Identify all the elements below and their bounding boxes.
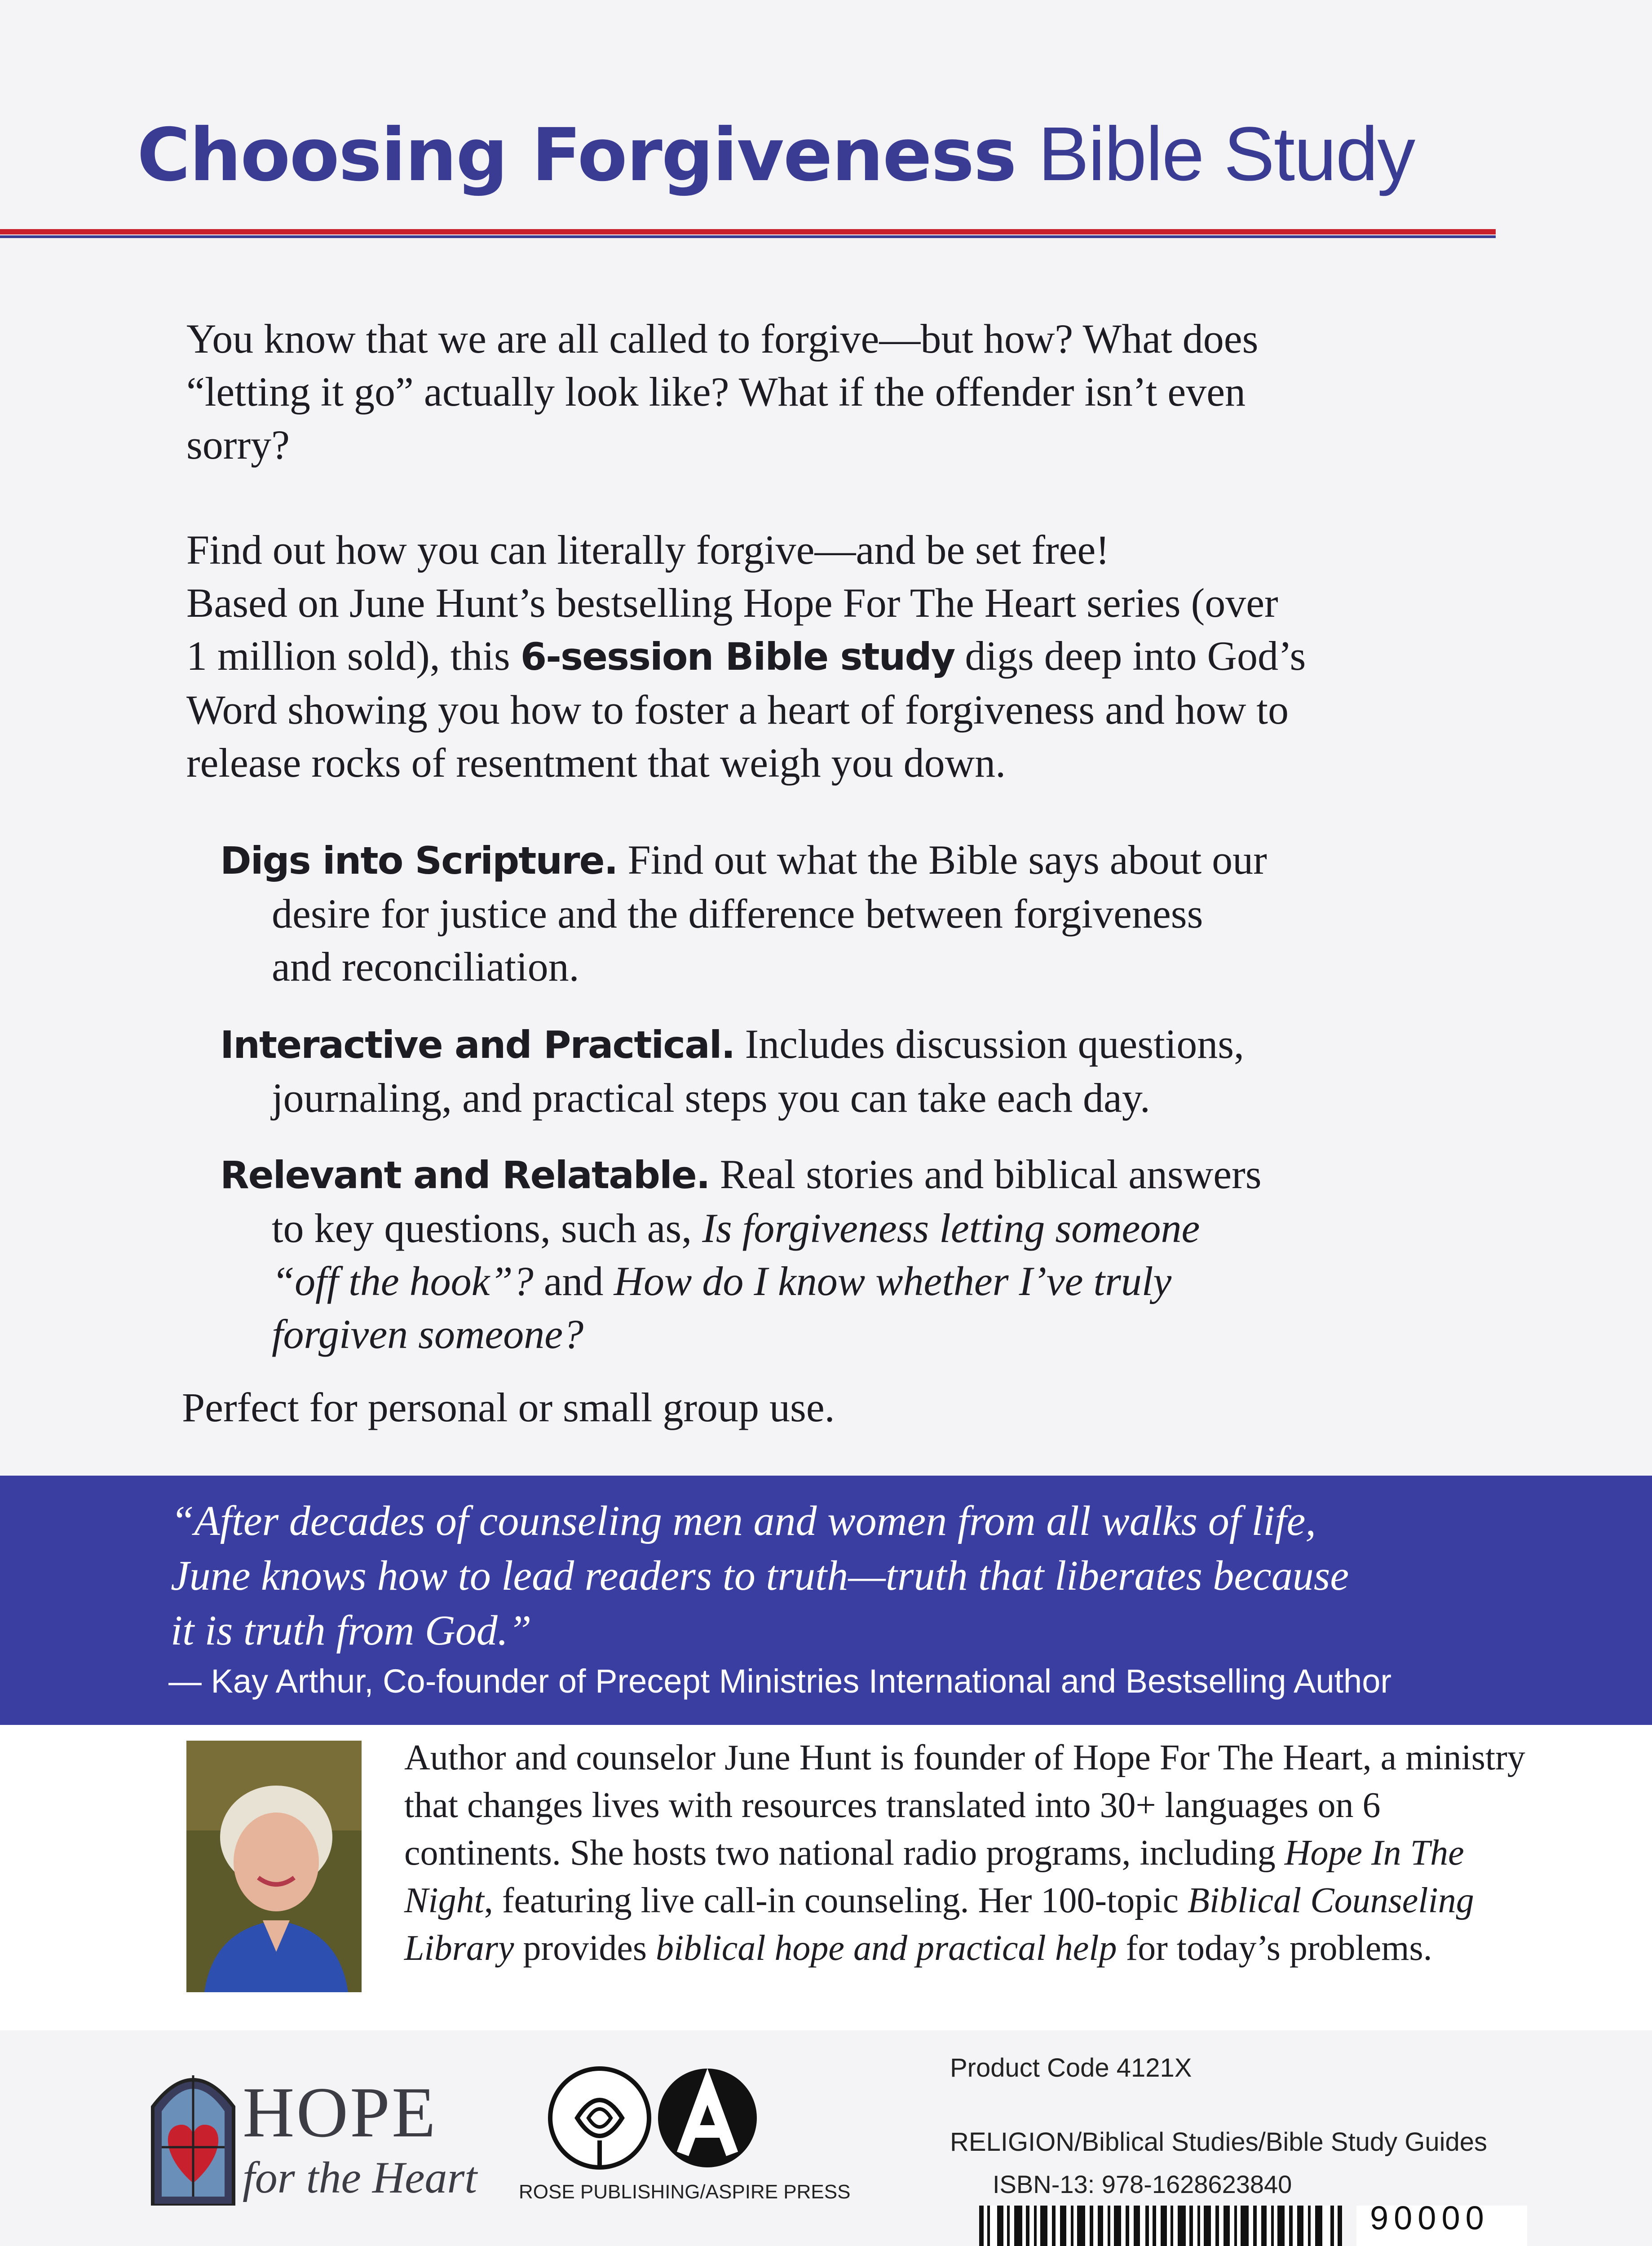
bullet-relevant	[220, 1148, 1478, 1361]
intro-paragraph-2	[186, 523, 1480, 789]
hope-wordmark: HOPE	[243, 2072, 437, 2152]
bullet-body: journaling, and practical steps you can take each day.	[272, 1075, 1150, 1121]
product-code: Product Code 4121X	[950, 2053, 1192, 2082]
author-photo	[186, 1741, 362, 1992]
bio-text: for today’s problems.	[1117, 1928, 1432, 1968]
bullet-body: desire for justice and the difference between forgiveness and reconciliation.	[272, 891, 1203, 990]
bio-text: Author and counselor June Hunt is founder of Hope For The Heart, a ministry that changes lives with resources translated into 30+ languages on 6 continents. She hosts two national radio programs, including	[404, 1738, 1525, 1873]
isbn-label: ISBN-13: 978-1628623840	[993, 2170, 1292, 2198]
bullet-italic-question-2: How do I know whether I’ve truly forgiven someone?	[272, 1258, 1172, 1357]
stained-glass-heart-icon	[144, 2057, 243, 2206]
bio-italic-library: Biblical Counseling Library	[404, 1881, 1474, 1968]
bullet-interactive	[220, 1017, 1478, 1124]
price-code-digits: 90000	[1370, 2199, 1489, 2237]
bio-italic-program: Hope In The Night	[404, 1833, 1464, 1920]
intro-paragraph-1: You know that we are all called to forgive—but how? What does “letting it go” actually look like? What if the offender isn’t even sorry?	[186, 316, 1259, 468]
hope-subtitle: for the Heart	[243, 2153, 477, 2202]
bullet-first-line: Includes discussion questions,	[734, 1021, 1245, 1067]
rose-aspire-logo	[546, 2064, 770, 2181]
publisher-name: ROSE PUBLISHING/ASPIRE PRESS	[519, 2181, 851, 2203]
category-label: RELIGION/Biblical Studies/Bible Study Guides	[950, 2127, 1487, 2157]
bullet-body	[220, 1202, 1478, 1361]
bullet-italic-question-1: Is forgiveness letting someone “off the hook”?	[272, 1205, 1200, 1304]
bio-text: provides	[514, 1928, 656, 1968]
intro-p2-text-b: digs deep into God’s Word showing you how to foster a heart of forgiveness and how to release rocks of resentment that weigh you down.	[186, 633, 1306, 786]
title-bold: Choosing Forgiveness	[137, 113, 1016, 198]
bullet-lead: Relevant and Relatable.	[220, 1153, 710, 1197]
bullet-first-line: Find out what the Bible says about our	[617, 837, 1267, 883]
bullet-lead: Interactive and Practical.	[220, 1023, 735, 1067]
bullet-text: to key questions, such as,	[272, 1205, 702, 1251]
endorsement-quote: “After decades of counseling men and women from all walks of life, June knows how to lead readers to truth—truth that liberates because it is truth from God.”	[171, 1498, 1349, 1654]
bullet-first-line: Real stories and biblical answers	[709, 1151, 1262, 1197]
bullet-scripture	[220, 833, 1478, 993]
title-rule-blue	[0, 235, 1496, 238]
title-light: Bible Study	[1038, 111, 1415, 197]
author-bio	[404, 1734, 1527, 1972]
bullet-lead: Digs into Scripture.	[220, 839, 618, 883]
bullet-text: and	[533, 1258, 614, 1304]
closing-line: Perfect for personal or small group use.	[182, 1384, 835, 1430]
bio-italic-tagline: biblical hope and practical help	[656, 1928, 1117, 1968]
intro-p2-bold: 6-session Bible study	[520, 635, 955, 679]
book-title	[137, 110, 1529, 198]
intro-p2-text-a: Find out how you can literally forgive—and be set free! Based on June Hunt’s bestselling Hope For The Heart series (over 1 million sold), this	[186, 527, 1278, 679]
bio-text: , featuring live call-in counseling. Her 100-topic	[484, 1881, 1188, 1920]
isbn-barcode	[979, 2206, 1343, 2246]
quote-attribution: — Kay Arthur, Co-founder of Precept Ministries International and Bestselling Author	[168, 1662, 1392, 1700]
title-rule-red	[0, 229, 1496, 234]
